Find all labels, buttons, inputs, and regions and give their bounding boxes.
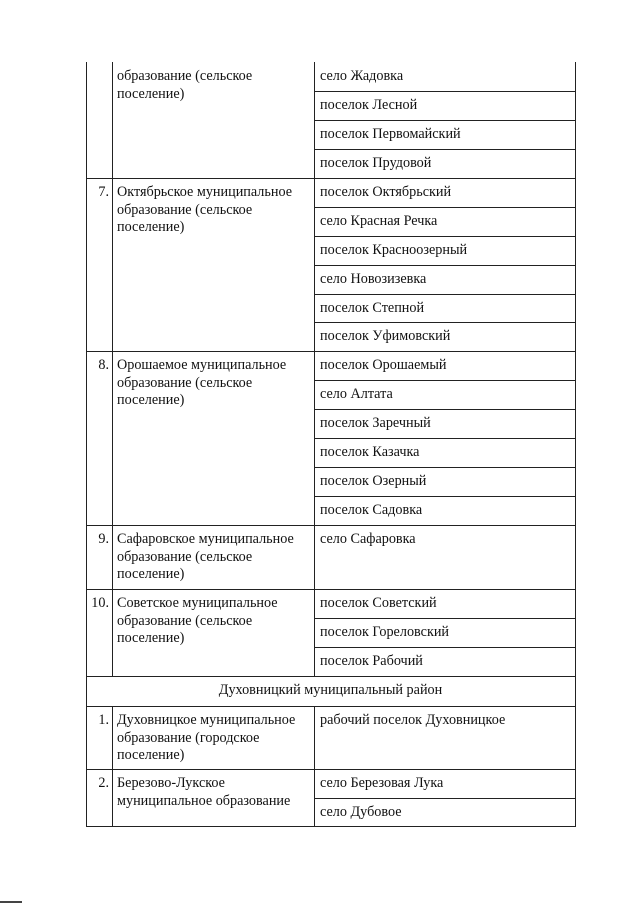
settlement-name: поселок Октябрьский bbox=[320, 184, 452, 200]
table-left-border bbox=[86, 769, 87, 826]
table-column-border bbox=[314, 589, 315, 676]
table-row-border bbox=[86, 589, 576, 590]
settlement-name: поселок Первомайский bbox=[320, 126, 461, 142]
scan-edge-mark bbox=[0, 901, 22, 903]
settlement-name: поселок Садовка bbox=[320, 502, 423, 518]
table-column-border bbox=[112, 706, 113, 769]
municipality-name: образование (сельское поселение) bbox=[117, 68, 253, 102]
settlement-name: село Новозизевка bbox=[320, 271, 427, 287]
settlement-name: село Сафаровка bbox=[320, 531, 416, 547]
settlement-name: поселок Степной bbox=[320, 300, 425, 316]
settlement-row-border bbox=[314, 91, 576, 92]
settlement-row-border bbox=[314, 409, 576, 410]
settlement-name: поселок Лесной bbox=[320, 97, 418, 113]
settlement-name: поселок Красноозерный bbox=[320, 242, 468, 258]
table-right-border bbox=[575, 676, 576, 706]
table-column-border bbox=[112, 589, 113, 676]
table-row-border bbox=[86, 706, 576, 707]
row-number: 8. bbox=[98, 357, 109, 373]
settlement-name: село Березовая Лука bbox=[320, 775, 444, 791]
municipality-name: Березово-Лукское муниципальное образование bbox=[117, 775, 291, 809]
table-row-border bbox=[86, 178, 576, 179]
district-heading: Духовницкий муниципальный район bbox=[218, 682, 443, 698]
settlement-name: село Красная Речка bbox=[320, 213, 438, 229]
settlement-name: рабочий поселок Духовницкое bbox=[320, 712, 506, 728]
settlement-name: поселок Гореловский bbox=[320, 624, 450, 640]
table-right-border bbox=[575, 589, 576, 676]
table-column-border bbox=[112, 769, 113, 826]
row-number: 7. bbox=[98, 184, 109, 200]
settlement-row-border bbox=[314, 236, 576, 237]
table-row-border bbox=[86, 351, 576, 352]
table-left-border bbox=[86, 62, 87, 178]
municipality-name: Октябрьское муниципальное образование (сельское поселение) bbox=[117, 184, 293, 235]
settlement-row-border bbox=[314, 149, 576, 150]
table-right-border bbox=[575, 706, 576, 769]
municipality-name: Сафаровское муниципальное образование (сельское поселение) bbox=[117, 531, 294, 582]
settlement-row-border bbox=[314, 496, 576, 497]
settlement-row-border bbox=[314, 647, 576, 648]
row-number: 2. bbox=[98, 775, 109, 791]
row-number: 9. bbox=[98, 531, 109, 547]
table-row-border bbox=[86, 676, 576, 677]
row-number: 1. bbox=[98, 712, 109, 728]
municipality-name: Орошаемое муниципальное образование (сельское поселение) bbox=[117, 357, 287, 408]
settlement-name: поселок Озерный bbox=[320, 473, 427, 489]
table-left-border bbox=[86, 706, 87, 769]
settlement-row-border bbox=[314, 265, 576, 266]
settlement-name: поселок Рабочий bbox=[320, 653, 423, 669]
settlement-row-border bbox=[314, 294, 576, 295]
settlement-row-border bbox=[314, 322, 576, 323]
settlement-row-border bbox=[314, 467, 576, 468]
table-right-border bbox=[575, 525, 576, 589]
settlement-name: поселок Советский bbox=[320, 595, 437, 611]
settlement-name: поселок Уфимовский bbox=[320, 328, 451, 344]
settlement-row-border bbox=[314, 207, 576, 208]
settlement-name: поселок Казачка bbox=[320, 444, 420, 460]
table-column-border bbox=[314, 525, 315, 589]
settlement-name: поселок Заречный bbox=[320, 415, 431, 431]
table-column-border bbox=[314, 706, 315, 769]
table-column-border bbox=[112, 351, 113, 525]
settlement-row-border bbox=[314, 120, 576, 121]
settlement-row-border bbox=[314, 618, 576, 619]
settlement-name: поселок Прудовой bbox=[320, 155, 432, 171]
municipality-name: Духовницкое муниципальное образование (городское поселение) bbox=[117, 712, 296, 763]
settlement-name: поселок Орошаемый bbox=[320, 357, 447, 373]
settlement-row-border bbox=[314, 380, 576, 381]
municipality-name: Советское муниципальное образование (сельское поселение) bbox=[117, 595, 278, 646]
table-left-border bbox=[86, 178, 87, 351]
row-number: 10. bbox=[91, 595, 109, 611]
settlement-name: село Дубовое bbox=[320, 804, 402, 820]
table-left-border bbox=[86, 351, 87, 525]
table-row-border bbox=[86, 769, 576, 770]
table-column-border bbox=[112, 525, 113, 589]
table-column-border bbox=[112, 62, 113, 178]
settlement-row-border bbox=[314, 438, 576, 439]
table-left-border bbox=[86, 589, 87, 676]
table-left-border bbox=[86, 525, 87, 589]
table-row-border bbox=[86, 525, 576, 526]
table-column-border bbox=[112, 178, 113, 351]
settlement-name: село Жадовка bbox=[320, 68, 404, 84]
settlement-name: село Алтата bbox=[320, 386, 393, 402]
settlement-row-border bbox=[314, 798, 576, 799]
table-bottom-border bbox=[86, 826, 576, 827]
